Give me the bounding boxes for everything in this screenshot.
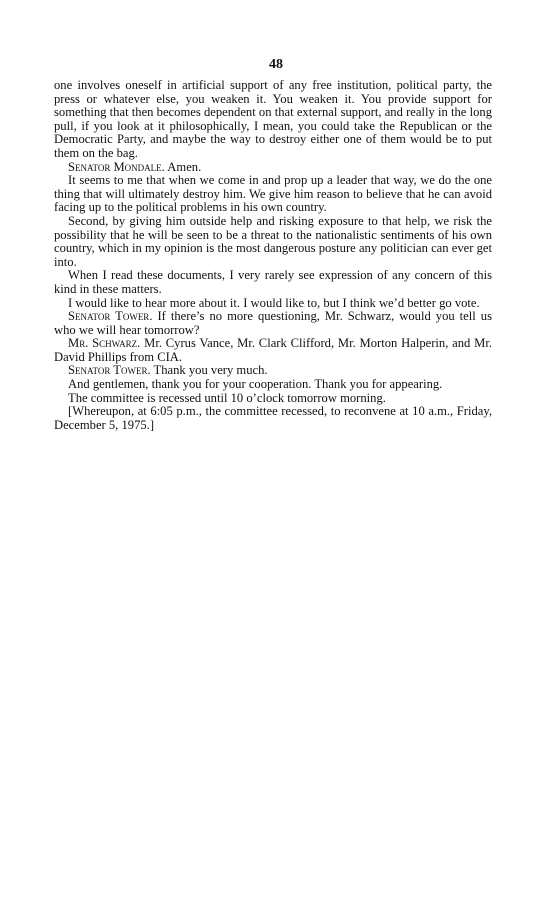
paragraph-5: When I read these documents, I very rarely see expression of any concern of this kind in these matters. xyxy=(54,268,492,296)
speech-text: Mr. Cyrus Vance, Mr. Clark Clifford, Mr. Morton Halperin, and Mr. David Phillips from CIA. xyxy=(54,336,492,364)
paragraph-3: It seems to me that when we come in and prop up a leader that way, we do the one thing that will ultimately destroy him. We give him reason to believe that he can avoid facing up to the political problems in his own country. xyxy=(54,173,492,215)
paragraph-1: one involves oneself in artificial support of any free institution, political party, the press or whatever else, you weaken it. You weaken it. You provide support for something that then becomes dependent on that external support, and really in the long pull, if you look at it philosophically, I mean, you could take the Republican or the Democratic Party, and maybe the way to destroy either one of them would be to put them on the bag. xyxy=(54,78,492,160)
paragraph-12: [Whereupon, at 6:05 p.m., the committee recessed, to reconvene at 10 a.m., Friday, December 5, 1975.] xyxy=(54,404,492,432)
speech-text: Amen. xyxy=(164,159,202,174)
speaker-label: Senator Mondale. xyxy=(68,159,165,174)
paragraph-8 xyxy=(54,337,492,364)
speech-text: If there’s no more questioning, Mr. Schwarz, would you tell us who we will hear tomorrow? xyxy=(54,309,492,337)
paragraph-6: I would like to hear more about it. I would like to, but I think we’d better go vote. xyxy=(68,295,480,310)
speaker-label: Mr. Schwarz. xyxy=(68,336,141,351)
speaker-label: Senator Tower. xyxy=(68,363,151,378)
paragraph-2 xyxy=(54,161,492,175)
page-number: 48 xyxy=(269,57,283,72)
paragraph-11: The committee is recessed until 10 o’clock tomorrow morning. xyxy=(68,390,386,405)
speech-text: Thank you very much. xyxy=(150,363,268,378)
speaker-label: Senator Tower. xyxy=(68,309,153,324)
paragraph-10: And gentlemen, thank you for your cooperation. Thank you for appearing. xyxy=(68,377,443,392)
paragraph-7 xyxy=(54,310,492,337)
paragraph-4: Second, by giving him outside help and risking exposure to that help, we risk the possibility that he will be seen to be a threat to the nationalistic sentiments of his own country, which in my opinion is the most dangerous posture any politician can ever get into. xyxy=(54,213,492,269)
transcript-body xyxy=(54,79,492,432)
paragraph-9 xyxy=(54,364,492,378)
